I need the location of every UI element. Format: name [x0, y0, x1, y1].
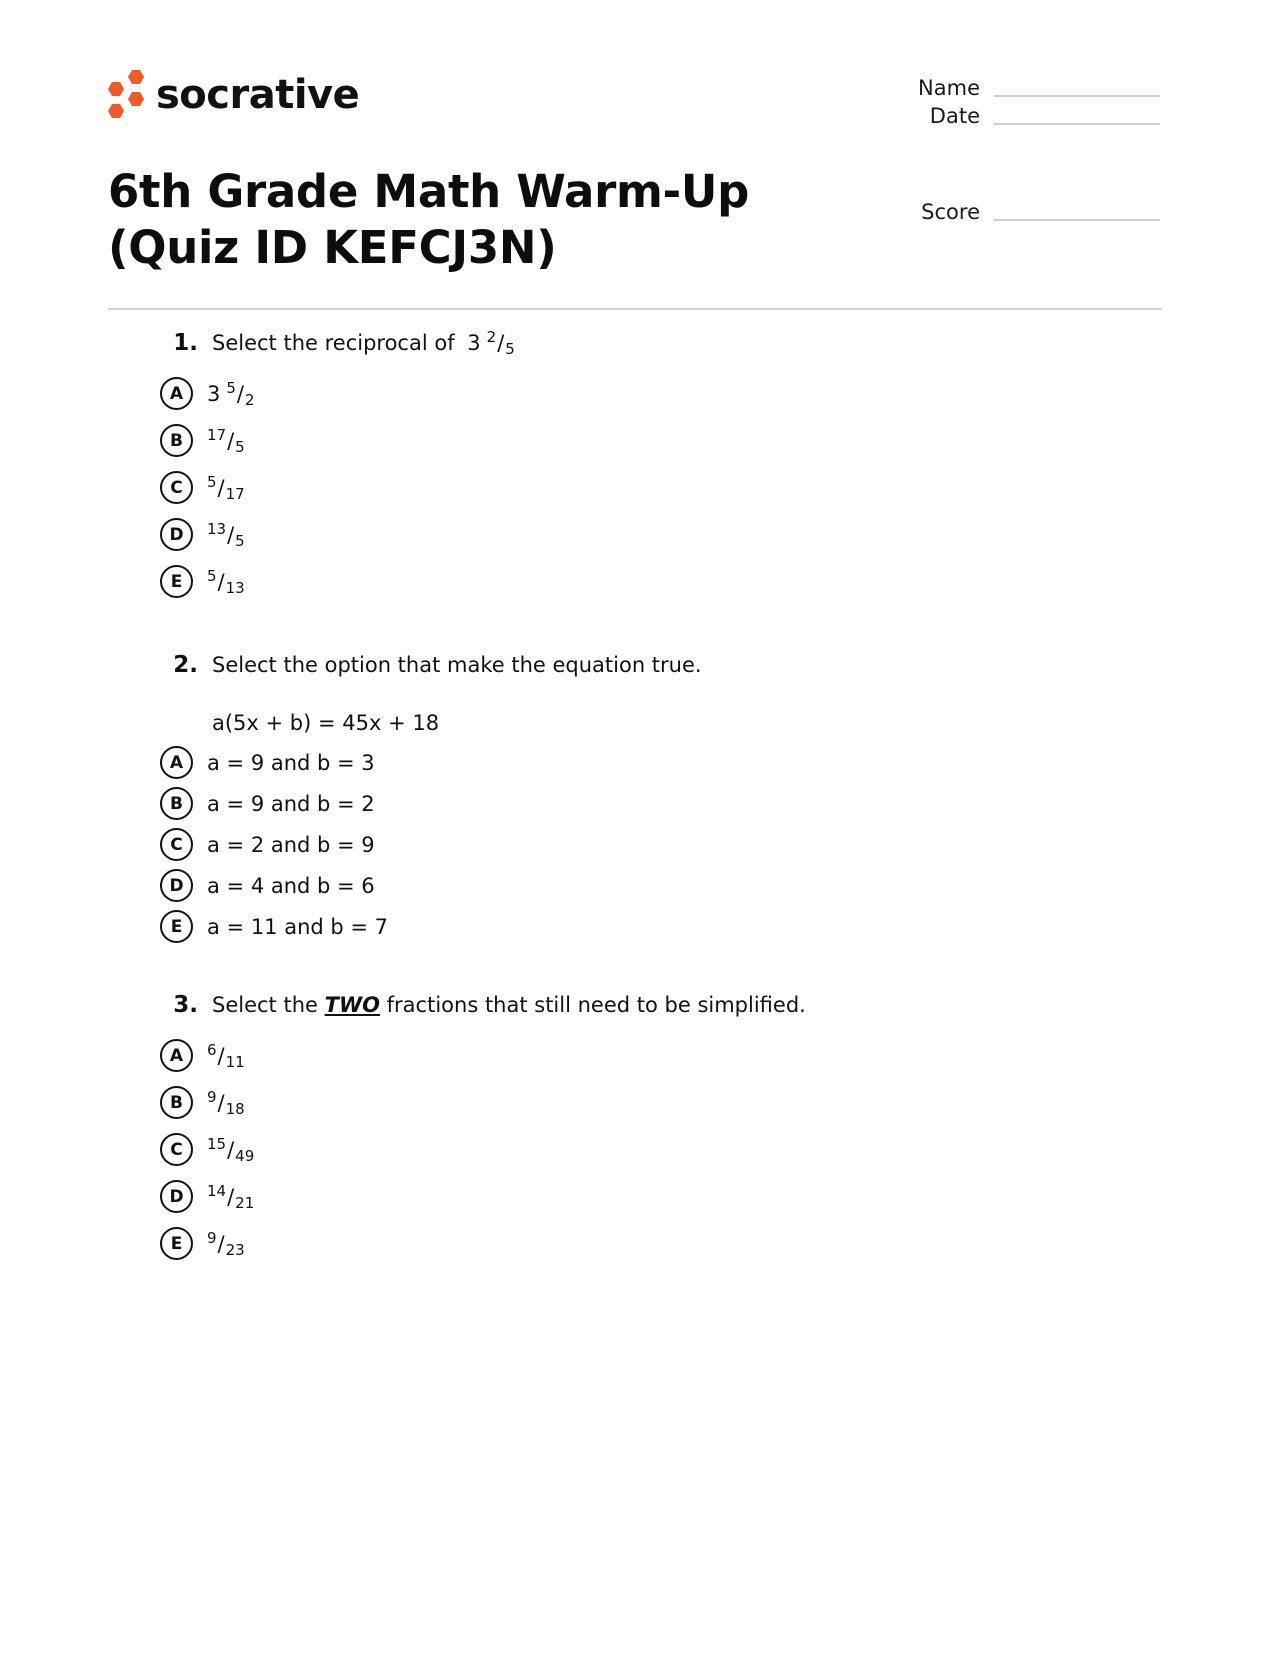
question-number: 3. [173, 992, 198, 1018]
date-field[interactable] [860, 104, 1160, 128]
date-label: Date [929, 104, 980, 128]
option-a[interactable]: A $^6$ / $_{11}$ [160, 1032, 806, 1079]
option-b[interactable] [160, 783, 702, 824]
option-bubble[interactable]: A [160, 1039, 193, 1072]
fraction-denominator: 5 [505, 340, 515, 358]
option-b[interactable]: B $^9$ / $_{18}$ [160, 1079, 806, 1126]
fraction-denominator: 49 [235, 1146, 255, 1165]
fraction-numerator: 9 [207, 1087, 217, 1106]
option-a[interactable] [160, 742, 702, 783]
question-text-before: Select the [212, 993, 318, 1017]
fraction-numerator: 6 [207, 1040, 217, 1059]
score-label: Score [921, 200, 980, 224]
option-bubble[interactable]: E [160, 910, 193, 943]
fraction-denominator: 5 [235, 437, 245, 456]
fraction-denominator: 23 [225, 1240, 245, 1259]
question-prompt: Select the reciprocal of [212, 331, 455, 355]
option-bubble[interactable]: B [160, 424, 193, 457]
question-emphasis: TWO [324, 993, 380, 1017]
option-bubble[interactable]: B [160, 1086, 193, 1119]
option-bubble[interactable]: D [160, 1180, 193, 1213]
option-e[interactable]: E $^5$ / $_{13}$ [160, 558, 515, 605]
fraction-denominator: 18 [225, 1099, 245, 1118]
fraction-numerator: 17 [207, 425, 227, 444]
option-c[interactable] [160, 824, 702, 865]
option-text: a = 9 and b = 3 [207, 750, 375, 775]
fraction-numerator: 5 [226, 378, 236, 397]
option-bubble[interactable]: C [160, 1133, 193, 1166]
question-2 [160, 652, 702, 947]
option-a[interactable]: A 3 $^5$ / $_2$ [160, 370, 515, 417]
option-d[interactable]: D $^{13}$ / $_5$ [160, 511, 515, 558]
option-bubble[interactable]: B [160, 787, 193, 820]
question-text [212, 993, 806, 1017]
fraction-denominator: 5 [235, 531, 245, 550]
option-bubble[interactable]: D [160, 518, 193, 551]
option-e[interactable]: E $^9$ / $_{23}$ [160, 1220, 806, 1267]
option-bubble[interactable]: C [160, 828, 193, 861]
logo-wordmark: socrative [156, 72, 360, 118]
question-text: Select the option that make the equation true. [212, 653, 702, 677]
question-number: 1. [173, 330, 198, 356]
answer-options [160, 370, 515, 605]
fraction-numerator: 9 [207, 1228, 217, 1247]
option-d[interactable] [160, 865, 702, 906]
fraction-numerator: 15 [207, 1134, 227, 1153]
option-b[interactable]: B $^{17}$ / $_5$ [160, 417, 515, 464]
option-c[interactable]: C $^5$ / $_{17}$ [160, 464, 515, 511]
option-c[interactable]: C $^{15}$ / $_{49}$ [160, 1126, 806, 1173]
answer-options [160, 742, 702, 947]
equation: a(5x + b) = 45x + 18 [212, 711, 440, 735]
fraction-denominator: 2 [245, 390, 255, 409]
date-input-line[interactable] [994, 123, 1160, 125]
fraction-whole: 3 [207, 381, 221, 406]
fraction-denominator: 17 [225, 484, 245, 503]
fraction-whole: 3 [467, 331, 481, 355]
fraction-numerator: 5 [207, 566, 217, 585]
hexagon-cluster-icon [108, 70, 150, 120]
fraction-numerator: 13 [207, 519, 227, 538]
option-bubble[interactable]: C [160, 471, 193, 504]
socrative-logo [108, 70, 359, 120]
name-field[interactable] [860, 76, 1160, 100]
answer-options [160, 1032, 806, 1267]
fraction-numerator: 5 [207, 472, 217, 491]
fraction-denominator: 11 [225, 1052, 245, 1071]
score-field[interactable] [860, 200, 1160, 224]
option-bubble[interactable]: A [160, 746, 193, 779]
name-label: Name [918, 76, 980, 100]
question-text-after: fractions that still need to be simplified. [386, 993, 806, 1017]
option-bubble[interactable]: A [160, 377, 193, 410]
option-text: a = 9 and b = 2 [207, 791, 375, 816]
question-fraction: 3 $^2$ / $_5$ [467, 328, 515, 358]
question-1 [160, 330, 515, 605]
fraction-denominator: 13 [225, 578, 245, 597]
option-bubble[interactable]: E [160, 1227, 193, 1260]
question-number: 2. [173, 652, 198, 678]
header-divider [108, 308, 1162, 310]
option-bubble[interactable]: E [160, 565, 193, 598]
question-text [212, 328, 515, 358]
score-input-line[interactable] [994, 219, 1160, 221]
question-3 [160, 992, 806, 1267]
name-input-line[interactable] [994, 95, 1160, 97]
option-text: a = 11 and b = 7 [207, 914, 389, 939]
option-text: a = 2 and b = 9 [207, 832, 375, 857]
fraction-numerator: 2 [486, 328, 497, 346]
option-e[interactable] [160, 906, 702, 947]
option-text: a = 4 and b = 6 [207, 873, 375, 898]
fraction-numerator: 14 [207, 1181, 227, 1200]
quiz-title: 6th Grade Math Warm-Up (Quiz ID KEFCJ3N) [108, 165, 750, 274]
option-d[interactable]: D $^{14}$ / $_{21}$ [160, 1173, 806, 1220]
option-bubble[interactable]: D [160, 869, 193, 902]
fraction-denominator: 21 [235, 1193, 255, 1212]
